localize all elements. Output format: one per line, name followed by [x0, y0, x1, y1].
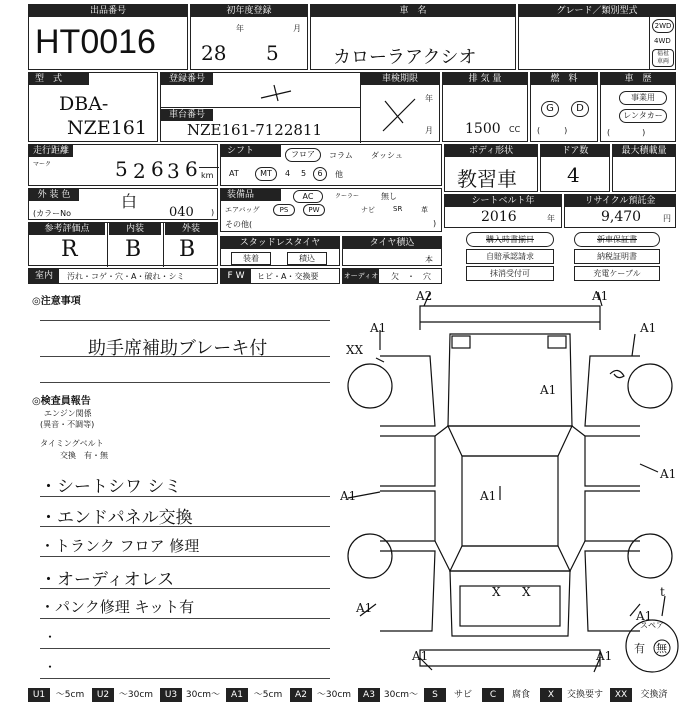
shift-type-mt: MT [255, 167, 277, 181]
legend-key: U2 [92, 688, 114, 702]
mileage-box [28, 144, 218, 186]
right-front-fender [585, 356, 640, 426]
equipment-none: 無し [381, 192, 397, 201]
wheel-front-left [348, 364, 392, 408]
spare-option-no: 無 [656, 642, 667, 655]
equipment-box [220, 188, 442, 232]
left-front-fender [380, 356, 435, 426]
shift-type-6: 6 [313, 167, 327, 181]
grade-box [518, 4, 676, 70]
car-name-box [310, 4, 516, 70]
grades-box [28, 222, 218, 266]
spare-label: スペア [640, 621, 664, 630]
capacity-box [612, 144, 676, 192]
damage-mark: A1 [660, 467, 677, 481]
fuel-option-d: D [571, 101, 589, 117]
right-rear-fender [585, 551, 640, 631]
headlight-left [452, 336, 470, 348]
exterior-grade-label: 外装 [165, 223, 217, 235]
drive-option-2wd: 2WD [652, 19, 674, 33]
legend-value: 腐食 [511, 690, 530, 700]
damage-mark: X [522, 585, 531, 599]
model-type-code: NZE161 [67, 117, 147, 139]
damage-mark: A1 [370, 321, 387, 335]
timing-belt-label: タイミングベルト [40, 439, 104, 448]
displacement-label: 排 気 量 [443, 73, 527, 85]
shaken-label: 車検期限 [361, 73, 439, 85]
equipment-pw: PW [303, 204, 325, 216]
shaken-month-label: 月 [425, 126, 433, 135]
recycle-value: 9,470 [601, 209, 642, 225]
wheel-front-right [628, 364, 672, 408]
taillight-area [460, 586, 560, 626]
shift-label: シフト [221, 145, 281, 157]
legend-key: A2 [290, 688, 312, 702]
report-bullet-6: ・ [44, 630, 57, 644]
report-item: ・トランク フロア 修理 [40, 537, 200, 555]
chassis-number: NZE161-7122811 [187, 121, 322, 139]
grade-divider-1 [107, 223, 108, 267]
model-type-label: 型 式 [29, 73, 89, 85]
year-label: 年 [236, 24, 244, 33]
lot-number-box [28, 4, 188, 70]
damage-mark: A1 [480, 489, 497, 503]
legend-key: U1 [28, 688, 50, 702]
equipment-leather: 革 [421, 206, 428, 214]
docs-panel [444, 230, 676, 284]
tire-load-unit: 本 [425, 255, 433, 264]
capacity-label: 最大積載量 [613, 145, 675, 157]
mileage-digit: 6 [185, 157, 198, 181]
legend-value: 〜5cm [55, 690, 85, 700]
displacement-box [442, 72, 528, 142]
legend-key: X [540, 688, 562, 702]
legend-value: 〜30cm [118, 690, 154, 700]
history-box [600, 72, 676, 142]
studless-label: スタッドレスタイヤ [221, 237, 339, 249]
report-line-7 [40, 678, 330, 679]
legend-key: A1 [226, 688, 248, 702]
mileage-digit: 3 [167, 159, 180, 183]
report-item: ・パンク修理 キット有 [40, 598, 195, 616]
reference-grade-value: R [61, 237, 78, 262]
registration-divider [161, 107, 361, 108]
registration-number-label: 登録番号 [161, 73, 213, 85]
equipment-cooler: クーラー [335, 193, 360, 200]
mileage-digit: 5 [115, 157, 128, 181]
displacement-value: 1500 [465, 121, 501, 137]
drive-option-divider [649, 17, 650, 69]
lot-number: HT0016 [35, 23, 156, 61]
wheel-rear-right [628, 534, 672, 578]
rear-bumper [420, 650, 600, 666]
front-bumper [420, 306, 600, 330]
windshield [448, 426, 572, 456]
first-registration-year: 28 [201, 41, 227, 65]
mileage-mark-label: マーク [33, 161, 52, 168]
damage-leader [348, 292, 665, 672]
mileage-digit: 6 [151, 157, 164, 181]
damage-mark: A1 [592, 289, 609, 303]
inspector-section-title: ◎検査員報告 [32, 396, 91, 407]
doc-insurance: 自賠承認請求 [466, 249, 554, 264]
exterior-color-label: 外 装 色 [29, 189, 79, 201]
timing-belt-options: 交換 有・無 [60, 451, 108, 460]
audio-items: 欠 ・ 穴 [391, 272, 431, 281]
equipment-other: その他( [225, 220, 253, 229]
history-option-rental: レンタカー [619, 109, 667, 123]
equipment-other-paren: ) [433, 219, 437, 228]
legend-key: U3 [160, 688, 182, 702]
headlight-right [548, 336, 566, 348]
history-label: 車 歴 [601, 73, 675, 85]
shift-box [220, 144, 442, 186]
color-number-value: 040 [169, 205, 194, 220]
audio-box [342, 268, 442, 284]
report-line-3 [40, 556, 330, 557]
body-shape-box [444, 144, 538, 192]
legend-value: 30cm〜 [185, 690, 221, 700]
right-mirror [570, 426, 585, 571]
first-registration-label: 初年度登録 [191, 5, 307, 17]
seatbelt-box [444, 194, 562, 228]
mileage-digits [111, 155, 219, 185]
left-mirror [435, 426, 450, 571]
roof [462, 456, 558, 546]
legend-key: S [424, 688, 446, 702]
exterior-color-box [28, 188, 218, 220]
fw-box [220, 268, 340, 284]
registration-box [160, 72, 440, 142]
report-line-6 [40, 648, 330, 649]
mileage-digit: 2 [133, 159, 146, 183]
chassis-number-label: 車台番号 [161, 109, 213, 121]
shaken-cross-mark [379, 95, 419, 135]
rear-window [450, 546, 570, 571]
studless-option-loaded: 積込 [287, 252, 327, 265]
legend-value: 〜30cm [316, 690, 352, 700]
fuel-option-g: G [541, 101, 559, 117]
damage-mark: XX [346, 343, 364, 357]
report-item: ・シートシワ シミ [40, 477, 182, 497]
caution-line-3 [40, 382, 330, 383]
doc-warranty: 新車保証書 [574, 232, 660, 247]
first-registration-box [190, 4, 308, 70]
legend-key: XX [610, 688, 632, 702]
doc-tax: 納税証明書 [574, 249, 660, 264]
fw-label: F W [221, 269, 251, 283]
equipment-ps: PS [273, 204, 295, 216]
equipment-ac: AC [293, 190, 323, 203]
doc-cancellation: 抹消受付可 [466, 266, 554, 281]
exterior-color-value: 白 [121, 192, 138, 211]
audio-label: オーディオ [343, 269, 379, 283]
doors-label: ドア数 [541, 145, 609, 157]
month-label: 月 [293, 24, 301, 33]
car-name: カローラアクシオ [333, 47, 477, 68]
engine-sub: (異音・不調等) [40, 420, 95, 429]
seatbelt-unit: 年 [547, 214, 555, 223]
report-line-5 [40, 618, 330, 619]
shift-type-at: AT [229, 169, 239, 178]
fuel-label: 燃 料 [531, 73, 597, 85]
report-bullet-7: ・ [44, 660, 57, 674]
damage-mark: A1 [540, 383, 557, 397]
report-item: ・オーディオレス [40, 570, 175, 590]
car-name-label: 車 名 [311, 5, 515, 17]
damage-marks [340, 289, 676, 663]
tire-load-box [342, 236, 442, 266]
shift-type-5: 5 [301, 169, 307, 178]
seatbelt-value: 2016 [481, 209, 517, 225]
legend-value: 交換要す [566, 690, 603, 700]
left-rear-fender [380, 551, 435, 631]
studless-box [220, 236, 340, 266]
shaken-divider [360, 73, 361, 143]
history-option-business: 事業用 [619, 91, 667, 105]
caution-text: 助手席補助ブレーキ付 [88, 338, 268, 359]
shaken-year-label: 年 [425, 94, 433, 103]
equipment-label: 装備品 [221, 189, 281, 201]
equipment-navi: ナビ [361, 206, 375, 214]
drive-option-4wd: 4WD [654, 37, 671, 45]
exterior-grade-value: B [179, 237, 196, 262]
body-shape-value: 教習車 [457, 167, 517, 191]
doors-value: 4 [567, 163, 580, 187]
registration-cross-mark [256, 83, 296, 105]
legend-value: 〜5cm [253, 690, 283, 700]
damage-mark: A1 [640, 321, 657, 335]
damage-mark: A1 [636, 609, 653, 623]
drive-option-welfare: 福祉 車両 [652, 49, 674, 67]
car-damage-diagram [340, 286, 680, 686]
legend-key: C [482, 688, 504, 702]
caution-section-title: ◎注意事項 [32, 296, 81, 307]
damage-mark: A1 [356, 601, 373, 615]
recycle-unit: 円 [663, 214, 671, 223]
shift-type-other: 他 [335, 170, 343, 179]
legend-value: 30cm〜 [383, 690, 419, 700]
first-registration-month: 5 [266, 41, 279, 65]
left-doors [380, 436, 435, 541]
displacement-unit: CC [509, 125, 521, 134]
interior-condition-items: 汚れ・コゲ・穴・A・破れ・シミ [67, 272, 185, 281]
damage-mark: A1 [412, 649, 429, 663]
interior-condition-box [28, 268, 218, 284]
engine-label: エンジン関係 [44, 409, 92, 418]
mileage-unit-divider [199, 167, 219, 168]
doc-charging-cable: 充電ケーブル [574, 266, 660, 281]
grade-divider-2 [163, 223, 164, 267]
shift-type-4: 4 [285, 169, 291, 178]
shift-option-dash: ダッシュ [371, 151, 403, 160]
shift-option-column: コラム [329, 151, 353, 160]
damage-mark: A1 [340, 489, 357, 503]
recycle-box [564, 194, 676, 228]
shift-option-floor: フロア [285, 148, 321, 162]
interior-condition-label: 室内 [29, 269, 59, 283]
fuel-box [530, 72, 598, 142]
color-number-paren: ) [211, 208, 215, 217]
body-shape-label: ボディ形状 [445, 145, 537, 157]
right-doors [585, 436, 640, 541]
lot-number-label: 出品番号 [29, 5, 187, 17]
fw-items: ヒビ・A・交換要 [257, 272, 319, 281]
damage-mark: A2 [416, 289, 433, 303]
recycle-label: リサイクル預託金 [565, 195, 675, 207]
damage-mark: X [492, 585, 501, 599]
legend-value: 交換済 [640, 690, 668, 700]
reference-grade-label: 参考評価点 [29, 223, 105, 235]
history-paren: ( ) [607, 128, 646, 137]
tire-load-label: タイヤ積込 [343, 237, 441, 249]
equipment-sr: SR [393, 205, 403, 213]
equipment-airbag: エアバッグ [225, 206, 260, 214]
grade-label: グレード／類別型式 [519, 5, 675, 17]
caution-line-1 [40, 320, 330, 321]
interior-grade-value: B [125, 237, 142, 262]
caution-line-2 [40, 356, 330, 357]
doors-box [540, 144, 610, 192]
legend-key: A3 [358, 688, 380, 702]
wheel-rear-left [348, 534, 392, 578]
studless-option-mounted: 装着 [231, 252, 271, 265]
damage-mark: A1 [596, 649, 613, 663]
doc-purchase: 購入時書揃日 [466, 232, 554, 247]
spare-option-yes: 有 [634, 642, 645, 655]
mileage-unit: km [201, 171, 214, 180]
model-type-box [28, 72, 158, 142]
damage-mark: t [660, 585, 665, 599]
model-type-prefix: DBA- [59, 93, 109, 115]
legend-value: サビ [453, 690, 472, 700]
mileage-label: 走行距離 [29, 145, 73, 157]
seatbelt-label: シートベルト年 [445, 195, 561, 207]
front-left-scribble [610, 370, 624, 377]
fuel-paren: ( ) [537, 126, 568, 135]
color-number-label: (カラーNo [33, 209, 71, 218]
report-item: ・エンドパネル交換 [40, 508, 193, 528]
interior-grade-label: 内装 [109, 223, 161, 235]
